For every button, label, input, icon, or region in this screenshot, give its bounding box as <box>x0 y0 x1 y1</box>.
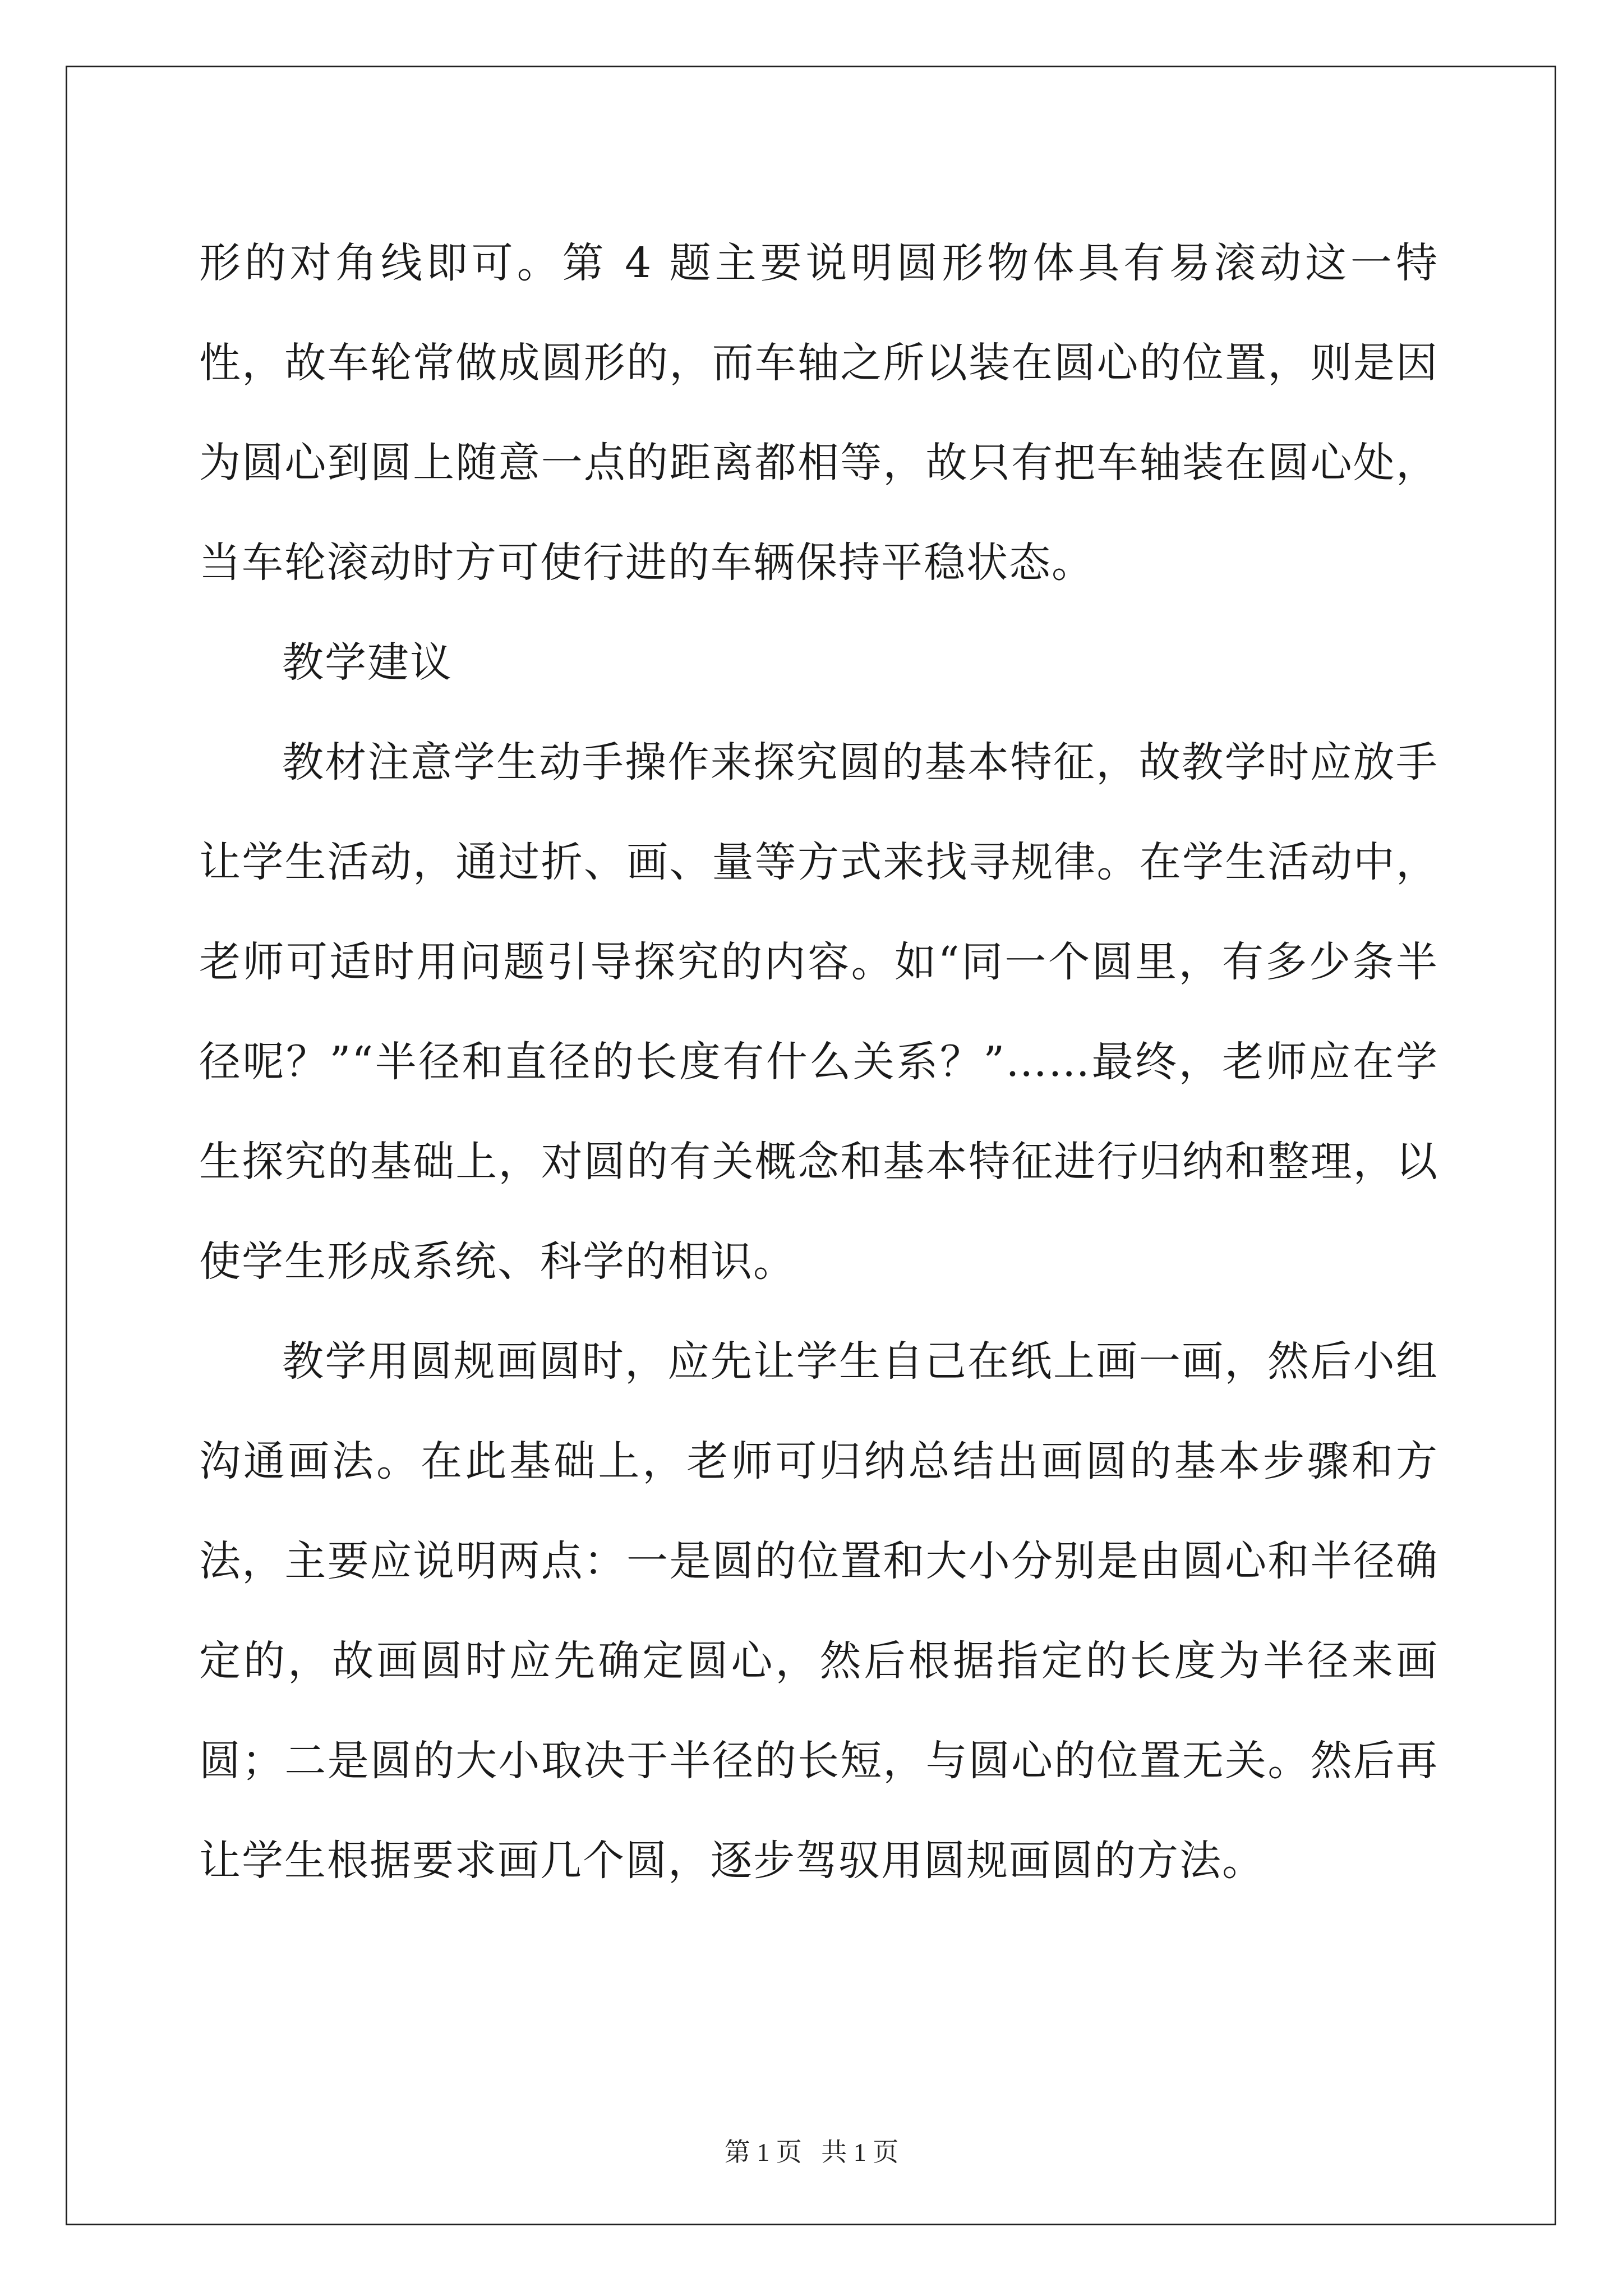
document-body <box>199 213 1438 1911</box>
section-heading-teaching-suggestions: 教学建议 <box>282 638 453 687</box>
paragraph-teaching-exploration: 教材注意学生动手操作来探究圆的基本特征，故教学时应放手让学生活动，通过折、画、量等方式来找寻规律。在学生活动中，老师可适时用问题引导探究的内容。如“同一个圆里，有多少条半径呢？”“半径和直径的长度有什么关系？”……最终，老师应在学生探究的基础上，对圆的有关概念和基本特征进行归纳和整理，以使学生形成系统、科学的相识。 <box>199 738 1438 1286</box>
paragraph-continuation: 形的对角线即可。第 4 题主要说明圆形物体具有易滚动这一特性，故车轮常做成圆形的，而车轴之所以装在圆心的位置，则是因为圆心到圆上随意一点的距离都相等，故只有把车轴装在圆心处，当车轮滚动时方可使行进的车辆保持平稳状态。 <box>199 239 1438 587</box>
page-number-footer: 第 1 页 共 1 页 <box>724 2138 899 2166</box>
paragraph-compass-drawing: 教学用圆规画圆时，应先让学生自己在纸上画一画，然后小组沟通画法。在此基础上，老师可归纳总结出画圆的基本步骤和方法，主要应说明两点：一是圆的位置和大小分别是由圆心和半径确定的，故画圆时应先确定圆心，然后根据指定的长度为半径来画圆；二是圆的大小取决于半径的长短，与圆心的位置无关。然后再让学生根据要求画几个圆，逐步驾驭用圆规画圆的方法。 <box>199 1337 1438 1885</box>
